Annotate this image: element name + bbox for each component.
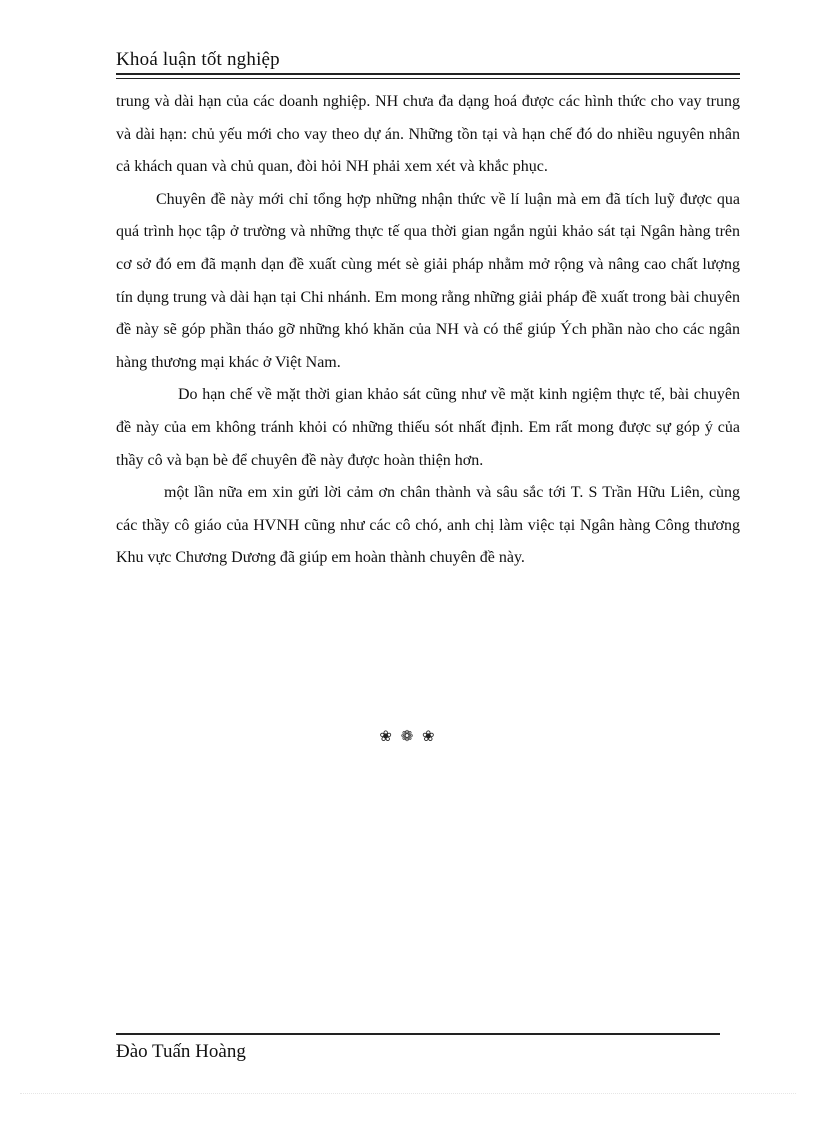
footer-rule — [116, 1033, 720, 1035]
paragraph-acknowledgement: một lần nữa em xin gửi lời cảm ơn chân thành và sâu sắc tới T. S Trần Hữu Liên, cùng các thầy cô giáo của HVNH cũng như các cô chó, anh chị làm việc tại Ngân hàng Công thương Khu vực Chương Dương đã giúp em hoàn thành chuyên đề này. — [116, 484, 740, 567]
page-bottom-dotted-line — [20, 1093, 796, 1094]
paragraph-limitations: Do hạn chế về mặt thời gian khảo sát cũng như về mặt kinh ngiệm thực tế, bài chuyên đề này của em không tránh khỏi có những thiếu sót nhất định. Em rất mong được sự góp ý của thầy cô và bạn bè để chuyên đề này được hoàn thiện hơn. — [116, 386, 740, 469]
footer-author-name: Đào Tuấn Hoàng — [116, 1041, 246, 1062]
paragraph-scope: Chuyên đề này mới chỉ tổng hợp những nhận thức về lí luận mà em đã tích luỹ được qua quá trình học tập ở trường và những thực tế qua thời gian ngắn ngủi khảo sát tại Ngân hàng trên cơ sở đó em đã mạnh dạn đề xuất cùng mét sè giải pháp nhằm mở rộng và nâng cao chất lượng tín dụng trung và dài hạn tại Chi nhánh. Em mong rằng những giải pháp đề xuất trong bài chuyên đề này sẽ góp phần tháo gỡ những khó khăn của NH và có thể giúp Ých phần nào cho các ngân hàng thương mại khác ở Việt Nam. — [116, 190, 740, 371]
header-title: Khoá luận tốt nghiệp — [116, 49, 280, 70]
body-text — [116, 86, 740, 575]
ornament-divider: ❀ ❁ ❀ — [379, 727, 437, 745]
header-double-rule — [116, 73, 740, 79]
paragraph-continuation: trung và dài hạn của các doanh nghiệp. NH chưa đa dạng hoá được các hình thức cho vay trung và dài hạn: chủ yếu mới cho vay theo dự án. Những tồn tại và hạn chế đó do nhiều nguyên nhân cả khách quan và chủ quan, đòi hỏi NH phải xem xét và khắc phục. — [116, 93, 740, 176]
